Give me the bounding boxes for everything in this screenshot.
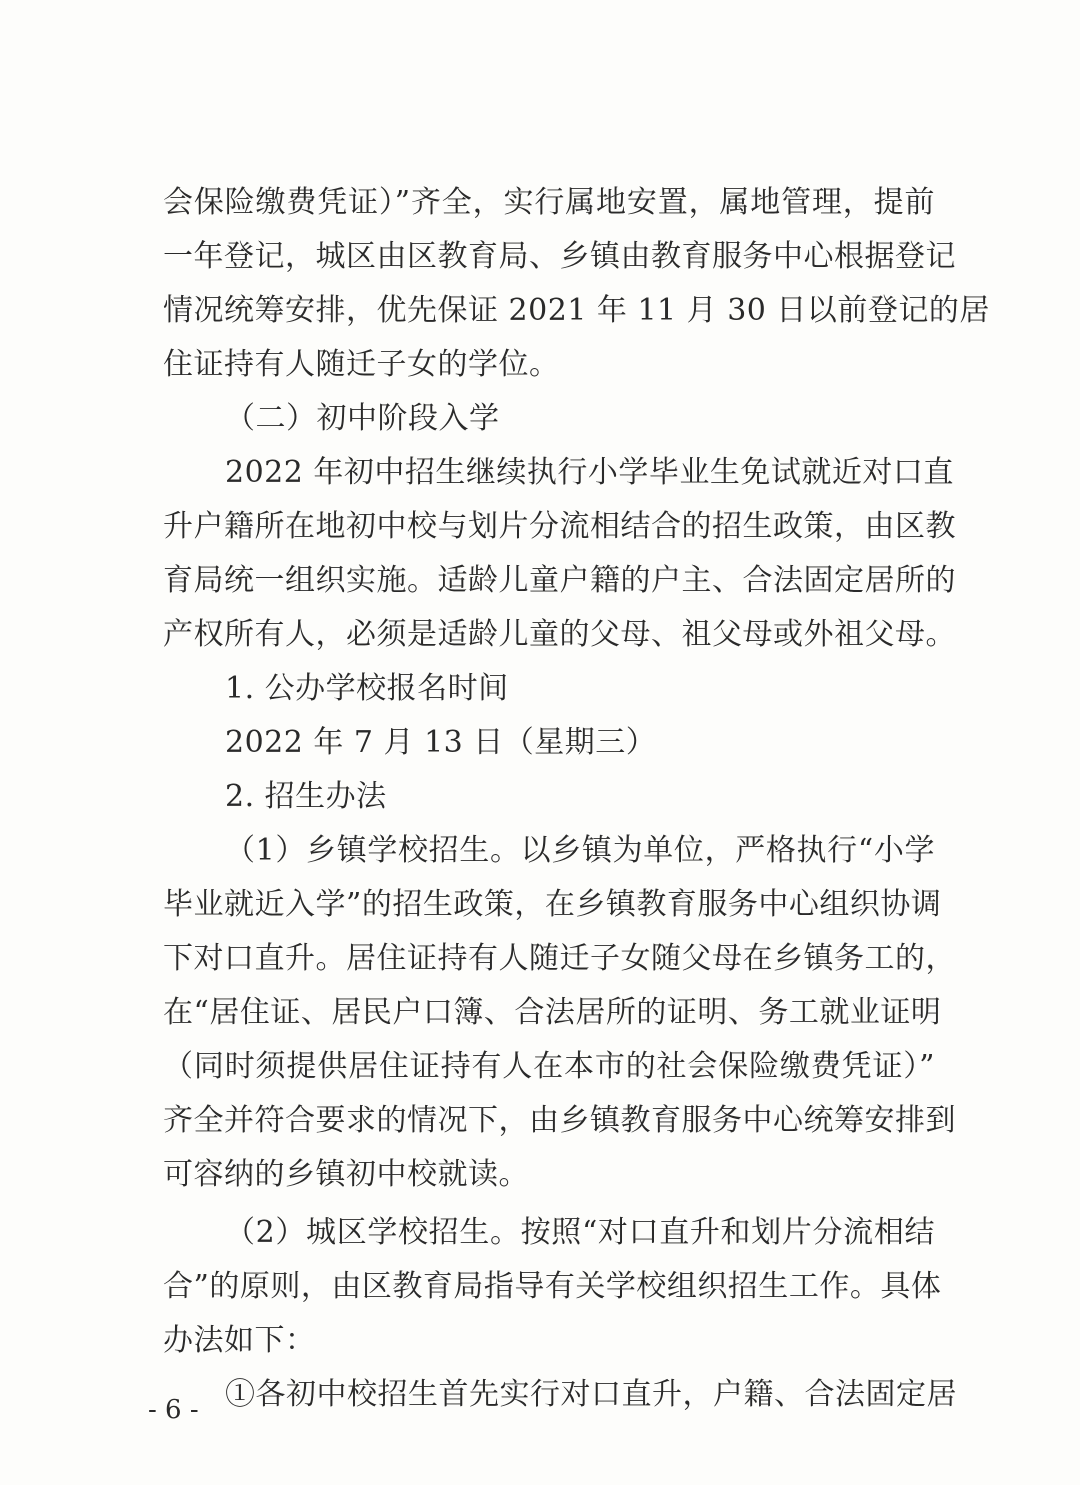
text-line: 在“居住证、居民户口簿、合法居所的证明、务工就业证明 bbox=[163, 995, 942, 1030]
text-line: 2022 年 7 月 13 日（星期三） bbox=[225, 725, 657, 760]
text-line: 一年登记，城区由区教育局、乡镇由教育服务中心根据登记 bbox=[163, 239, 956, 274]
text-line: （1）乡镇学校招生。以乡镇为单位，严格执行“小学 bbox=[225, 833, 935, 868]
text-line: （2）城区学校招生。按照“对口直升和划片分流相结 bbox=[225, 1215, 935, 1250]
page-number: - 6 - bbox=[148, 1395, 199, 1425]
subsection-heading: 1. 公办学校报名时间 bbox=[225, 671, 509, 706]
section-heading: （二）初中阶段入学 bbox=[225, 401, 500, 436]
text-line: 升户籍所在地初中校与划片分流相结合的招生政策，由区教 bbox=[163, 509, 956, 544]
text-line: 下对口直升。居住证持有人随迁子女随父母在乡镇务工的， bbox=[163, 941, 956, 976]
text-line: 合”的原则，由区教育局指导有关学校组织招生工作。具体 bbox=[163, 1269, 942, 1304]
text-line: 情况统筹安排，优先保证 2021 年 11 月 30 日以前登记的居 bbox=[163, 293, 990, 328]
text-line: （同时须提供居住证持有人在本市的社会保险缴费凭证）” bbox=[163, 1049, 935, 1084]
document-body bbox=[163, 176, 990, 1422]
text-line: ①各初中校招生首先实行对口直升，户籍、合法固定居 bbox=[225, 1377, 957, 1412]
text-line: 育局统一组织实施。适龄儿童户籍的户主、合法固定居所的 bbox=[163, 563, 956, 598]
text-line: 可容纳的乡镇初中校就读。 bbox=[163, 1157, 529, 1192]
text-line: 产权所有人，必须是适龄儿童的父母、祖父母或外祖父母。 bbox=[163, 617, 956, 652]
text-line: 会保险缴费凭证）”齐全，实行属地安置，属地管理，提前 bbox=[163, 185, 935, 220]
subsection-heading: 2. 招生办法 bbox=[225, 779, 387, 814]
text-line: 住证持有人随迁子女的学位。 bbox=[163, 347, 560, 382]
text-line: 办法如下： bbox=[163, 1323, 316, 1358]
text-line: 齐全并符合要求的情况下，由乡镇教育服务中心统筹安排到 bbox=[163, 1103, 956, 1138]
text-line: 2022 年初中招生继续执行小学毕业生免试就近对口直 bbox=[225, 455, 954, 490]
text-line: 毕业就近入学”的招生政策，在乡镇教育服务中心组织协调 bbox=[163, 887, 942, 922]
